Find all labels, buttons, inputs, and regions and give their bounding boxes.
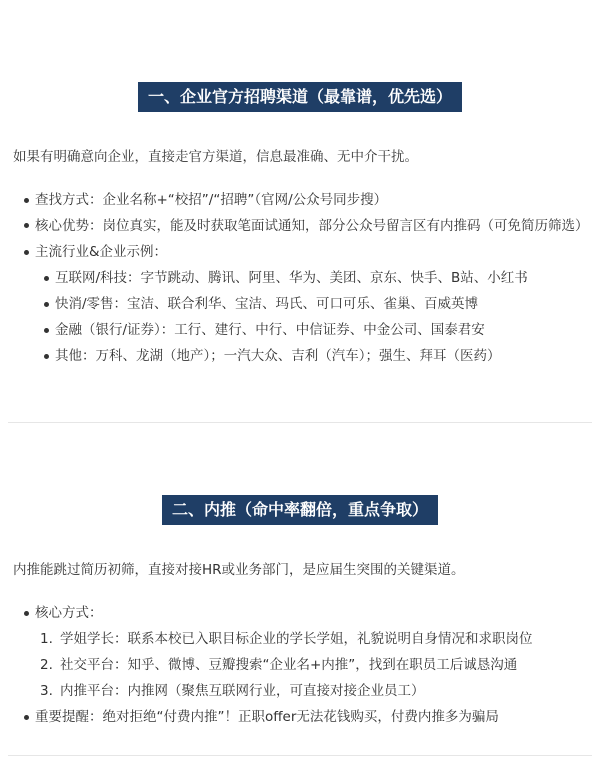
item-number: 2. (40, 657, 53, 673)
item-number: 3. (40, 683, 53, 699)
section-referral (0, 424, 600, 763)
bullet-icon (24, 198, 29, 203)
list-item-text: 快消/零售：宝洁、联合利华、宝洁、玛氏、可口可乐、雀巢、百威英博 (55, 296, 479, 312)
section-title: 二、内推（命中率翻倍，重点争取） (162, 495, 438, 525)
divider (8, 422, 592, 423)
bullet-icon (44, 354, 49, 359)
section-intro: 如果有明确意向企业，直接走官方渠道，信息最准确、无中介干扰。 (13, 149, 418, 165)
list-item (0, 187, 600, 213)
bullet-icon (44, 328, 49, 333)
bullet-icon (24, 250, 29, 255)
list-item-text: 重要提醒：绝对拒绝“付费内推”！正职offer无法花钱购买，付费内推多为骗局 (35, 709, 499, 725)
section-intro: 内推能跳过简历初筛，直接对接HR或业务部门，是应届生突围的关键渠道。 (13, 562, 465, 578)
list-item (0, 265, 600, 291)
divider (8, 755, 592, 756)
bullet-icon (24, 611, 29, 616)
numbered-list (0, 626, 600, 704)
list-item (0, 600, 600, 626)
list-item (0, 626, 600, 652)
bullet-icon (24, 223, 29, 228)
list-item-text: 学姐学长：联系本校已入职目标企业的学长学姐，礼貌说明自身情况和求职岗位 (60, 631, 533, 647)
bullet-list (0, 600, 600, 730)
list-item (0, 291, 600, 317)
list-item (0, 343, 600, 369)
bullet-icon (44, 276, 49, 281)
list-item (0, 239, 600, 265)
bullet-icon (44, 302, 49, 307)
list-item-text: 社交平台：知乎、微博、豆瓣搜索“企业名+内推”，找到在职员工后诚恳沟通 (60, 657, 518, 673)
list-item-text: 核心优势：岗位真实，能及时获取笔面试通知，部分公众号留言区有内推码（可免简历筛选） (35, 218, 589, 234)
list-item-text: 主流行业&企业示例： (35, 244, 168, 260)
list-item-text: 其他：万科、龙湖（地产）；一汽大众、吉利（汽车）；强生、拜耳（医药） (55, 348, 501, 364)
list-item-text: 内推平台：内推网（聚焦互联网行业，可直接对接企业员工） (60, 683, 425, 699)
list-item (0, 678, 600, 704)
item-number: 1. (40, 631, 53, 647)
bullet-icon (24, 715, 29, 720)
bullet-list (0, 187, 600, 369)
list-item-text: 核心方式： (35, 605, 103, 621)
section-title: 一、企业官方招聘渠道（最靠谱，优先选） (138, 82, 462, 112)
list-item (0, 213, 600, 239)
list-item-text: 金融（银行/证券）：工行、建行、中行、中信证券、中金公司、国泰君安 (55, 322, 485, 338)
list-item (0, 652, 600, 678)
sub-list (0, 265, 600, 369)
list-item-text: 互联网/科技：字节跳动、腾讯、阿里、华为、美团、京东、快手、B站、小红书 (55, 270, 528, 286)
list-item (0, 317, 600, 343)
list-item (0, 704, 600, 730)
list-item-text: 查找方式：企业名称+“校招”/“招聘”（官网/公众号同步搜） (35, 192, 388, 208)
